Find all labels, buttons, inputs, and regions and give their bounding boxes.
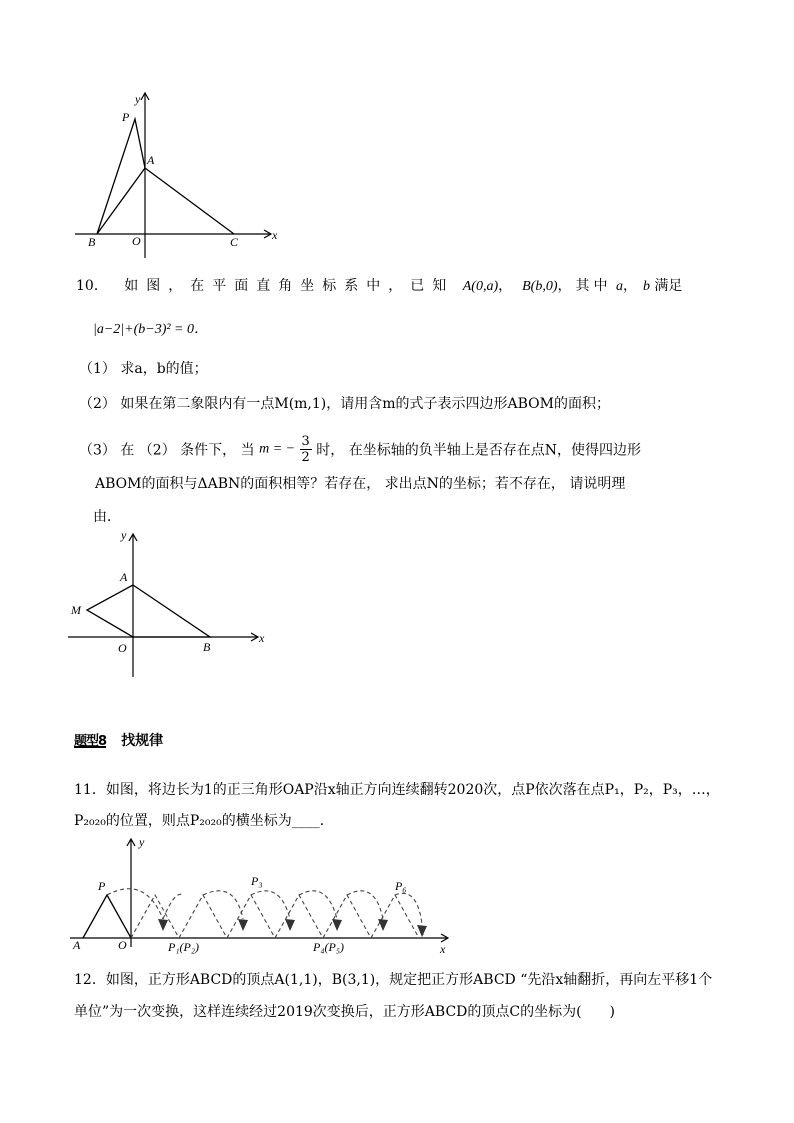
label-a: A <box>73 938 81 952</box>
q10-sep-2: ， <box>622 278 637 294</box>
q10-part1: （1） 求a，b的值； <box>79 361 208 377</box>
q10-cond-post: 满足 <box>654 278 683 294</box>
fraction-numerator: 3 <box>301 434 310 449</box>
label-y: y <box>135 92 141 106</box>
label-b: B <box>88 235 96 249</box>
section-badge: 题型8 <box>74 734 107 749</box>
q10-part3-line2: ABOM的面积与ΔABN的面积相等？若存在， 求出点N的坐标；若不存在， 请说明理 <box>95 476 626 492</box>
label-o: O <box>118 641 127 655</box>
section-title: 找规律 <box>121 733 164 749</box>
label-y: y <box>121 528 127 542</box>
label-a: A <box>147 153 155 167</box>
q10-fraction <box>300 434 312 465</box>
label-c: C <box>230 235 239 249</box>
q10-part3-post: 时， 在坐标轴的负半轴上是否存在点N，使得四边形 <box>316 442 641 459</box>
label-m: M <box>71 603 81 617</box>
q10-var-b: b <box>642 279 650 294</box>
q10-cond-pre: ，其中 <box>557 278 612 294</box>
dashed-triangles <box>131 895 419 938</box>
q10-equation: |a−2|+(b−3)² = 0． <box>93 322 209 337</box>
quadrilateral-abom <box>87 585 210 637</box>
label-p: P <box>122 110 130 124</box>
label-p6: P₆ <box>395 879 407 893</box>
q10-part3-m: m = − <box>259 441 296 457</box>
label-o: O <box>118 938 127 952</box>
q10-part2: （2） 如果在第二象限内有一点M(m,1)，请用含m的式子表示四边形ABOM的面积； <box>79 396 610 412</box>
label-p3: P₃ <box>251 874 263 888</box>
q11-line1: 11．如图，将边长为1的正三角形OAP沿x轴正方向连续翻转2020次，点P依次落在点P₁，P₂，P₃，…， <box>74 782 720 798</box>
q10-point-b: B(b,0) <box>522 279 558 294</box>
label-p: P <box>98 879 106 893</box>
label-x: x <box>440 942 446 956</box>
q10-line1 <box>76 275 726 295</box>
q10-intro: 如图，在平面直角坐标系中，已知 <box>124 278 455 294</box>
label-p1p2: P₁(P₂) <box>168 940 199 954</box>
figure-1 <box>70 88 285 258</box>
figure-3 <box>65 835 465 960</box>
q10-part3-pre: （3） 在 （2） 条件下， 当 <box>79 442 255 459</box>
triangle-pab <box>97 119 145 234</box>
triangle-oap <box>83 895 131 938</box>
q10-number: 10． <box>76 278 108 294</box>
q10-var-a: a <box>615 279 623 294</box>
label-p4p5: P₄(P₅) <box>313 940 344 954</box>
q10-part3-line1 <box>79 434 641 474</box>
rotation-arcs <box>107 889 423 935</box>
q10-point-a: A(0,a) <box>462 279 499 294</box>
label-y: y <box>139 835 145 849</box>
label-x: x <box>259 631 265 645</box>
q12-line2: 单位”为一次变换，这样连续经过2019次变换后，正方形ABCD的顶点C的坐标为( ) <box>74 1004 616 1020</box>
label-b: B <box>203 640 211 654</box>
q11-line2: P₂₀₂₀的位置，则点P₂₀₂₀的横坐标为____． <box>74 813 334 829</box>
figure-2 <box>65 527 275 682</box>
fraction-denominator: 2 <box>301 450 310 465</box>
label-a: A <box>120 570 128 584</box>
q12-line1: 12．如图，正方形ABCD的顶点A(1,1)，B(3,1)，规定把正方形ABCD “先沿x轴翻折，再向左平移1个 <box>74 972 713 988</box>
section-header <box>74 730 163 750</box>
label-o: O <box>132 234 141 248</box>
segment-ac <box>145 168 234 234</box>
q10-sep: ， <box>498 278 513 294</box>
label-x: x <box>272 228 278 242</box>
arc-arrowheads <box>158 919 427 937</box>
q10-part3-line3: 由． <box>93 509 121 525</box>
